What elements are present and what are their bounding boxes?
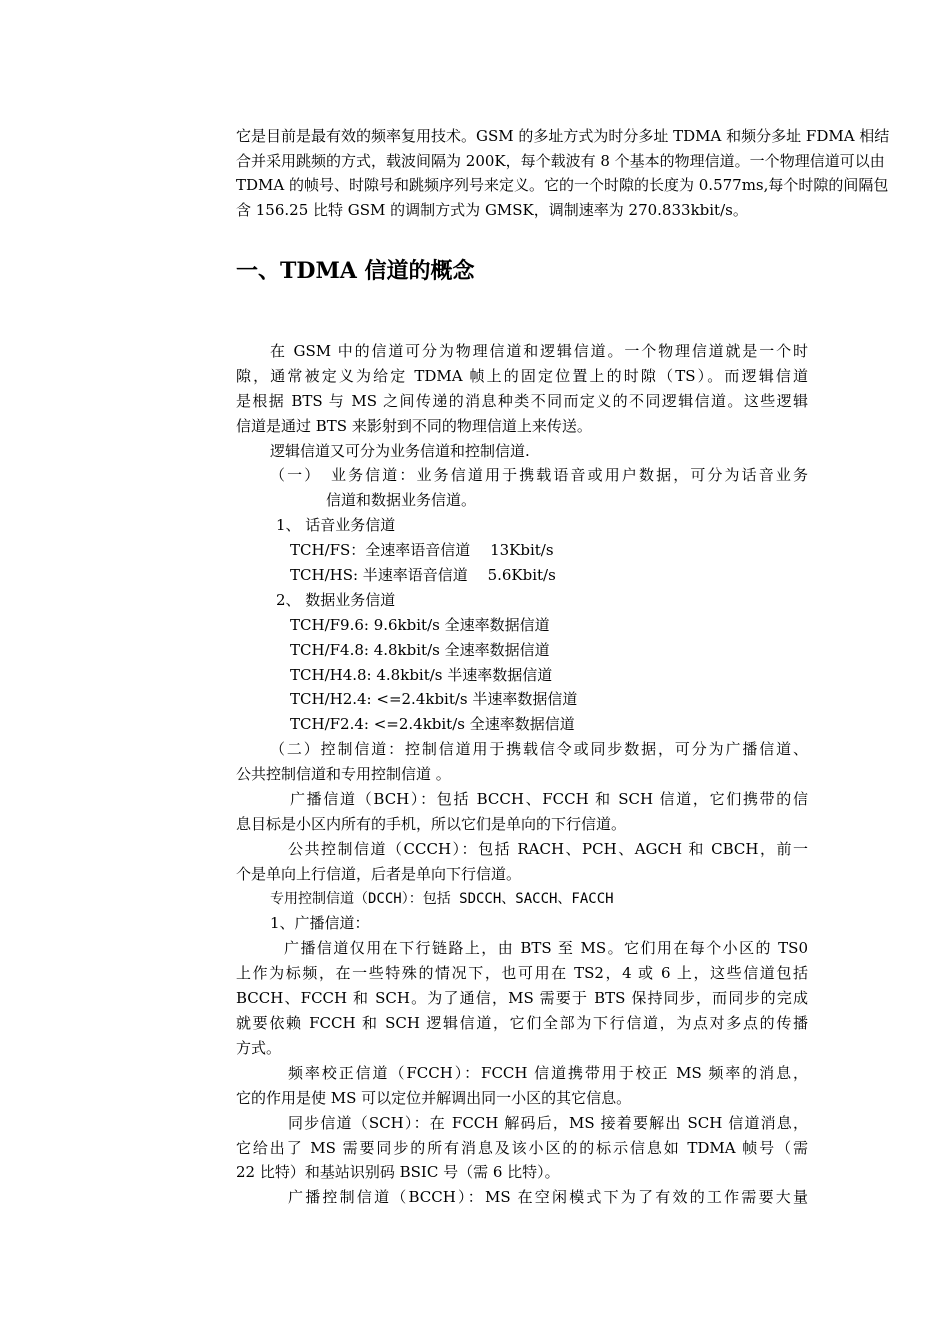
body-line: 广播信道仅用在下行链路上，由 BTS 至 MS。它们用在每个小区的 TS0 (284, 939, 808, 958)
body-line: 广播控制信道（BCCH）：MS 在空闲模式下为了有效的工作需要大量 (288, 1188, 808, 1207)
body-line: 息目标是小区内所有的手机，所以它们是单向的下行信道。 (236, 814, 627, 833)
body-line: 个是单向上行信道，后者是单向下行信道。 (236, 864, 522, 883)
body-line: TCH/H2.4: <=2.4kbit/s 半速率数据信道 (290, 690, 578, 709)
section-body (236, 339, 808, 1210)
body-line: TCH/H4.8: 4.8kbit/s 半速率数据信道 (290, 665, 553, 684)
body-line: TCH/F4.8: 4.8kbit/s 全速率数据信道 (290, 640, 550, 659)
body-line: 广播信道（BCH）：包括 BCCH、FCCH 和 SCH 信道，它们携带的信 (290, 790, 808, 809)
body-line: （二）控制信道：控制信道用于携载信令或同步数据，可分为广播信道、 (270, 740, 808, 759)
body-line: 上作为标频，在一些特殊的情况下，也可用在 TS2，4 或 6 上，这些信道包括 (236, 964, 808, 983)
body-line: 它给出了 MS 需要同步的所有消息及该小区的的标示信息如 TDMA 帧号（需 (236, 1138, 808, 1157)
intro-line: 它是目前是最有效的频率复用技术。GSM 的多址方式为时分多址 TDMA 和频分多址 FDMA 相结 (236, 127, 890, 145)
body-line: 信道和数据业务信道。 (326, 491, 477, 510)
body-line: 1、广播信道： (270, 914, 370, 933)
body-line: 隙，通常被定义为给定 TDMA 帧上的固定位置上的时隙（TS）。而逻辑信道 (236, 366, 808, 385)
body-line: BCCH、FCCH 和 SCH。为了通信，MS 需要于 BTS 保持同步，而同步的完成 (236, 989, 808, 1008)
body-line: 公共控制信道和专用控制信道 。 (236, 765, 451, 784)
body-line: 同步信道（SCH）：在 FCCH 解码后，MS 接着要解出 SCH 信道消息， (288, 1113, 808, 1132)
body-line: 信道是通过 BTS 来影射到不同的物理信道上来传送。 (236, 416, 592, 435)
section-heading: 一、TDMA 信道的概念 (236, 258, 475, 284)
intro-line: TDMA 的帧号、时隙号和跳频序列号来定义。它的一个时隙的长度为 0.577ms,每个时隙的间隔包 (236, 176, 889, 194)
body-line: 它的作用是使 MS 可以定位并解调出同一小区的其它信息。 (236, 1088, 632, 1107)
intro-line: 合并采用跳频的方式，载波间隔为 200K，每个载波有 8 个基本的物理信道。一个物理信道可以由 (236, 151, 885, 170)
body-line: 22 比特）和基站识别码 BSIC 号（需 6 比特）。 (236, 1163, 560, 1182)
body-line: 是根据 BTS 与 MS 之间传递的消息种类不同而定义的不同逻辑信道。这些逻辑 (236, 391, 808, 410)
body-line: （一） 业务信道：业务信道用于携载语音或用户数据，可分为话音业务 (270, 466, 808, 485)
body-line: 就要依赖 FCCH 和 SCH 逻辑信道，它们全部为下行信道，为点对多点的传播 (236, 1014, 808, 1033)
body-line: 专用控制信道（DCCH）：包括 SDCCH、SACCH、FACCH (270, 890, 614, 907)
body-line: TCH/FS：全速率语音信道 13Kbit/s (290, 541, 554, 560)
body-line: TCH/F2.4: <=2.4kbit/s 全速率数据信道 (290, 715, 575, 734)
body-line: 频率校正信道（FCCH）：FCCH 信道携带用于校正 MS 频率的消息， (288, 1063, 808, 1082)
body-line: TCH/F9.6: 9.6kbit/s 全速率数据信道 (290, 615, 550, 634)
body-line: 逻辑信道又可分为业务信道和控制信道. (270, 441, 530, 460)
intro-paragraph (236, 124, 947, 222)
body-line: 1、 话音业务信道 (276, 516, 396, 535)
body-line: 方式。 (236, 1038, 282, 1057)
body-line: 公共控制信道（CCCH）：包括 RACH、PCH、AGCH 和 CBCH，前一 (288, 839, 808, 858)
intro-line: 含 156.25 比特 GSM 的调制方式为 GMSK，调制速率为 270.833kbit/s。 (236, 200, 748, 219)
body-line: 2、 数据业务信道 (276, 590, 396, 609)
body-line: 在 GSM 中的信道可分为物理信道和逻辑信道。一个物理信道就是一个时 (270, 342, 808, 360)
body-line: TCH/HS: 半速率语音信道 5.6Kbit/s (290, 566, 556, 585)
